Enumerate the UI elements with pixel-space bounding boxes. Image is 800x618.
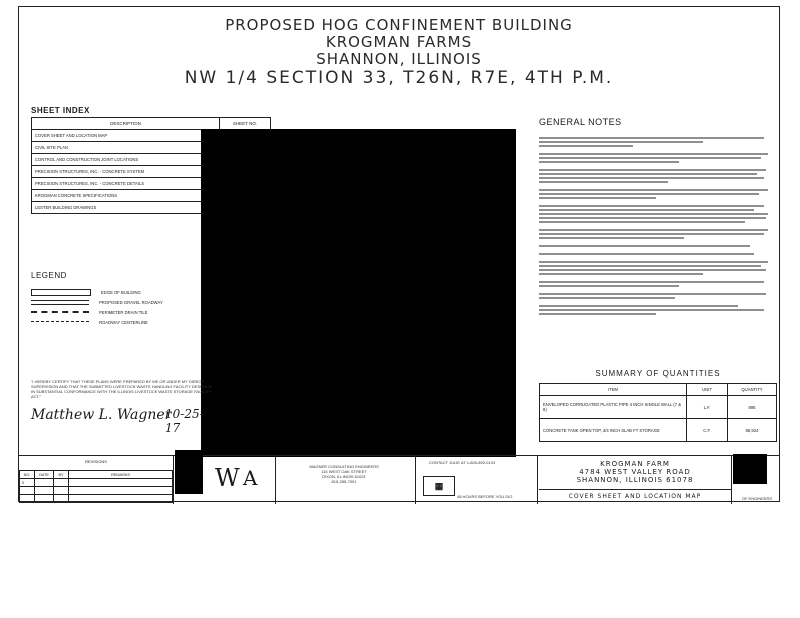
title-strip [19, 455, 779, 504]
revisions-block: REVISIONS NO. DATE BY REMARKS 0 [19, 456, 174, 504]
table-row [20, 495, 173, 503]
logo-mark-w: W [215, 464, 240, 492]
redacted-seal [175, 450, 203, 494]
engineer-certification: "I HEREBY CERTIFY THAT THESE PLANS WERE PREPARED BY ME OR UNDER MY DIRECT SUPERVISION AND THAT THE SUBMITTED LIVESTOCK WASTE HANDLING FACILITY DESIGN IS IN SUBSTANTIAL CONFORMANCE WITH THE ILLINOIS LIVESTOCK WASTE STORAGE FACILITY ACT." [31, 379, 213, 399]
table-row: ENVELOPED CORRUGATED PLASTIC PIPE 4 INCH SINGLE WALL (7 & 8) L.F. 895 [540, 396, 777, 419]
redacted-location-map [201, 129, 516, 457]
julie-call-box: ▦ CONTACT JULIE AT 1-800-892-0123 48 HOURS BEFORE YOU DIG [417, 456, 538, 504]
legend [31, 287, 211, 327]
julie-logo-icon: ▦ [423, 476, 455, 496]
summary-heading: SUMMARY OF QUANTITIES [595, 369, 721, 378]
table-row: KROGMAN CONCRETE SPECIFICATIONS [32, 190, 271, 202]
signature [31, 407, 211, 435]
table-row: CONCRETE TANK OPEN TOP, 3/4 INCH SLAB FT STORAGE C.F. 65,924 [540, 419, 777, 442]
signature-name: Matthew L. Wagner [31, 407, 172, 423]
signature-date: 10-25-17 [165, 407, 204, 435]
table-row [20, 487, 173, 495]
general-notes-text [539, 135, 773, 317]
title-line-1: PROPOSED HOG CONFINEMENT BUILDING [225, 16, 573, 34]
table-row: PRECISION STRUCTURES, INC. - CONCRETE SYSTEM [32, 166, 271, 178]
engineer-block: WAGNER CONSULTING ENGINEERS 115 WEST OAK STREET DIXON, ILLINOIS 61021 815-285-7901 [277, 456, 416, 504]
table-row: CONTROL AND CONSTRUCTION JOINT LOCATIONS [32, 154, 271, 166]
firm-logo [205, 456, 276, 504]
table-row: COVER SHEET AND LOCATION MAP [32, 130, 271, 142]
legend-item: PROPOSED GRAVEL ROADWAY [31, 297, 211, 307]
summary-table: ITEM UNIT QUANTITY ENVELOPED CORRUGATED PLASTIC PIPE 4 INCH SINGLE WALL (7 & 8) L.F. 895 CONCRETE TANK OPEN TOP, 3/4 INCH SLAB FT STORAGE C.F. 65,924 [539, 383, 777, 442]
drawing-sheet [18, 6, 780, 502]
sheet-index-heading: SHEET INDEX [31, 106, 90, 115]
sheet-count-label: OF ENGINEERS [741, 496, 773, 501]
table-row: LESTER BUILDING DRAWINGS [32, 202, 271, 214]
logo-mark-a: A [243, 466, 258, 490]
sheet-title: COVER SHEET AND LOCATION MAP [539, 489, 731, 501]
summary-of-quantities [539, 369, 777, 442]
project-block: KROGMAN FARM 4784 WEST VALLEY ROAD SHANNON, ILLINOIS 61078 COVER SHEET AND LOCATION MAP [539, 456, 732, 504]
legend-item: ROADWAY CENTERLINE [31, 317, 211, 327]
sheet-index-col-sheet-no: SHEET NO. [220, 118, 271, 130]
table-row: CIVIL SITE PLAN [32, 142, 271, 154]
title-line-2: KROGMAN FARMS [325, 33, 473, 51]
title-block [19, 17, 779, 87]
title-line-3: SHANNON, ILLINOIS [316, 50, 482, 68]
table-row: PRECISION STRUCTURES, INC. - CONCRETE DETAILS [32, 178, 271, 190]
title-line-4: NW 1/4 SECTION 33, T26N, R7E, 4TH P.M. [184, 68, 614, 88]
general-notes-heading: GENERAL NOTES [539, 117, 622, 127]
legend-item: PERIMETER DRAIN TILE [31, 307, 211, 317]
legend-item: EDGE OF BUILDING [31, 287, 211, 297]
revisions-table: NO. DATE BY REMARKS 0 [19, 470, 173, 503]
sheet-index-col-description: DESCRIPTION [32, 118, 220, 130]
legend-heading: LEGEND [31, 271, 67, 280]
table-row: 0 [20, 479, 173, 487]
redacted-sheet-number [733, 454, 767, 484]
